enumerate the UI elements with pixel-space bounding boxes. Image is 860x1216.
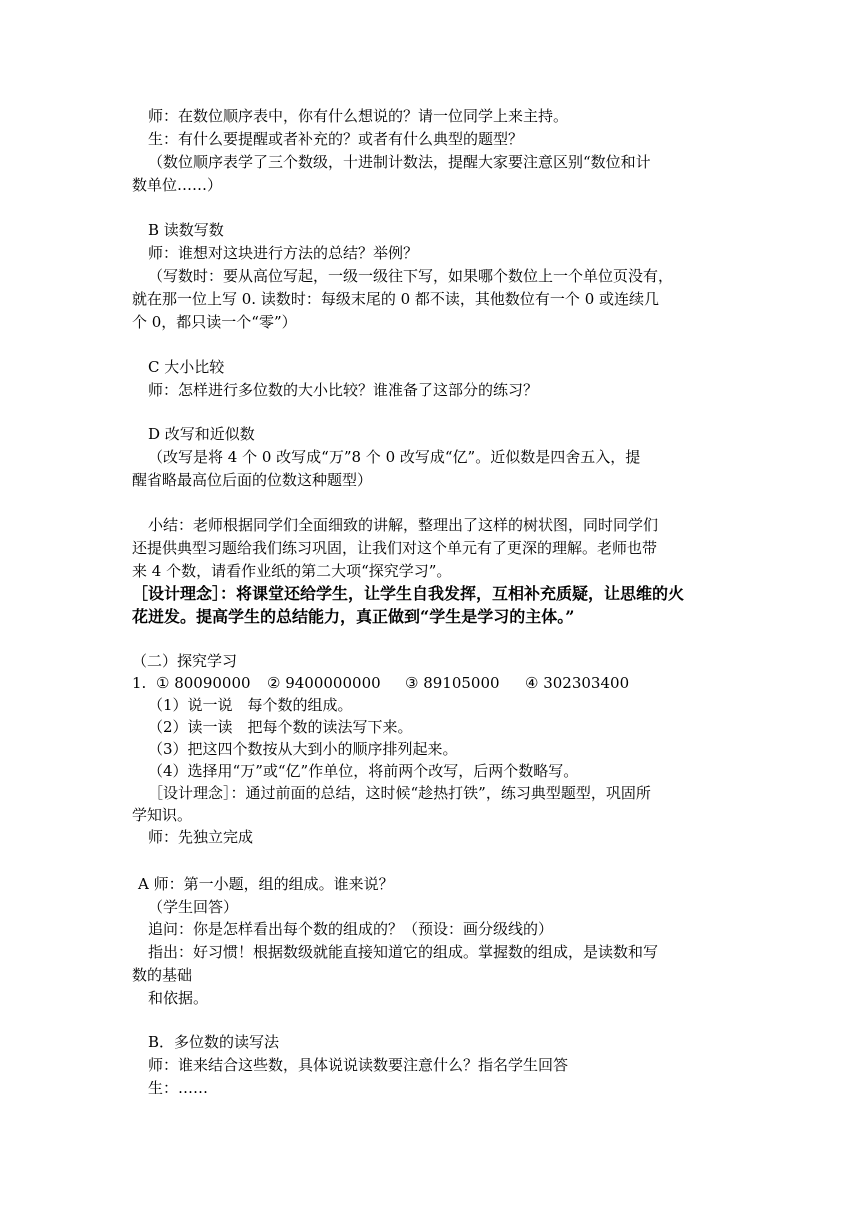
design-concept: 学知识。 (132, 806, 193, 824)
text-line: 就在那一位上写 0. 读数时：每级末尾的 0 都不读，其他数位有一个 0 或连续几 (132, 290, 660, 308)
design-concept: ［设计理念］：通过前面的总结，这时候“趁热打铁”，练习典型题型，巩固所 (148, 784, 651, 802)
text-line: 师：先独立完成 (148, 828, 254, 846)
exercise-number-1: ① 80090000 (156, 674, 251, 692)
text-line: （写数时：要从高位写起，一级一级往下写，如果哪个数位上一个单位页没有， (148, 267, 674, 285)
exercise-task: （3）把这四个数按从大到小的顺序排列起来。 (148, 740, 458, 758)
section-heading-b: B 读数写数 (148, 221, 224, 239)
exercise-number-2: ② 9400000000 (267, 674, 381, 692)
text-line: 生：有什么要提醒或者补充的？或者有什么典型的题型？ (148, 130, 524, 148)
text-line: 指出：好习惯！根据数级就能直接知道它的组成。掌握数的组成，是读数和写 (148, 943, 659, 961)
summary-line: 还提供典型习题给我们练习巩固，让我们对这个单元有了更深的理解。老师也带 (132, 539, 658, 557)
section-heading-c: C 大小比较 (148, 358, 225, 376)
text-line: 追问：你是怎样看出每个数的组成的？（预设：画分级线的） (148, 920, 554, 938)
text-line: 师：在数位顺序表中，你有什么想说的？请一位同学上来主持。 (148, 107, 569, 125)
text-line: 师：谁来结合这些数，具体说说读数要注意什么？指名学生回答 (148, 1056, 569, 1074)
section-heading-b2: B．多位数的读写法 (148, 1033, 280, 1051)
text-line: 数的基础 (132, 966, 193, 984)
exercise-task: （4）选择用“万”或“亿”作单位，将前两个改写，后两个数略写。 (148, 762, 579, 780)
exercise-item-label: 1. (132, 674, 147, 692)
text-line: （数位顺序表学了三个数级，十进制计数法，提醒大家要注意区别“数位和计 (148, 153, 651, 171)
exercise-numbers-row (132, 672, 629, 694)
text-line: （改写是将 4 个 0 改写成“万”8 个 0 改写成“亿”。近似数是四舍五入，提 (148, 448, 641, 466)
section-heading-a: A 师：第一小题，组的组成。谁来说？ (138, 875, 394, 893)
summary-line: 小结：老师根据同学们全面细致的讲解，整理出了这样的树状图，同时同学们 (148, 516, 659, 534)
exercise-number-4: ④ 302303400 (525, 674, 630, 692)
text-line: 和依据。 (148, 989, 209, 1007)
exercise-task: （1）说一说 每个数的组成。 (148, 696, 353, 714)
text-line: 个 0，都只读一个“零”） (132, 313, 297, 331)
text-line: 师：谁想对这块进行方法的总结？举例？ (148, 244, 419, 262)
summary-line: 来 4 个数，请看作业纸的第二大项“探究学习”。 (132, 562, 452, 580)
text-line: （学生回答） (148, 898, 239, 916)
design-concept-bold: ［设计理念］：将课堂还给学生，让学生自我发挥，互相补充质疑，让思维的火 (132, 584, 685, 603)
section-heading-d: D 改写和近似数 (148, 425, 255, 443)
design-concept-bold: 花迸发。提高学生的总结能力，真正做到“学生是学习的主体。” (132, 607, 575, 626)
text-line: 生：…… (148, 1079, 209, 1097)
exercise-number-3: ③ 89105000 (405, 674, 500, 692)
text-line: 数单位……） (132, 176, 223, 194)
section-heading-explore: （二）探究学习 (132, 652, 238, 670)
text-line: 师：怎样进行多位数的大小比较？谁准备了这部分的练习？ (148, 381, 539, 399)
text-line: 醒省略最高位后面的位数这种题型） (132, 471, 373, 489)
exercise-task: （2）读一读 把每个数的读法写下来。 (148, 718, 413, 736)
